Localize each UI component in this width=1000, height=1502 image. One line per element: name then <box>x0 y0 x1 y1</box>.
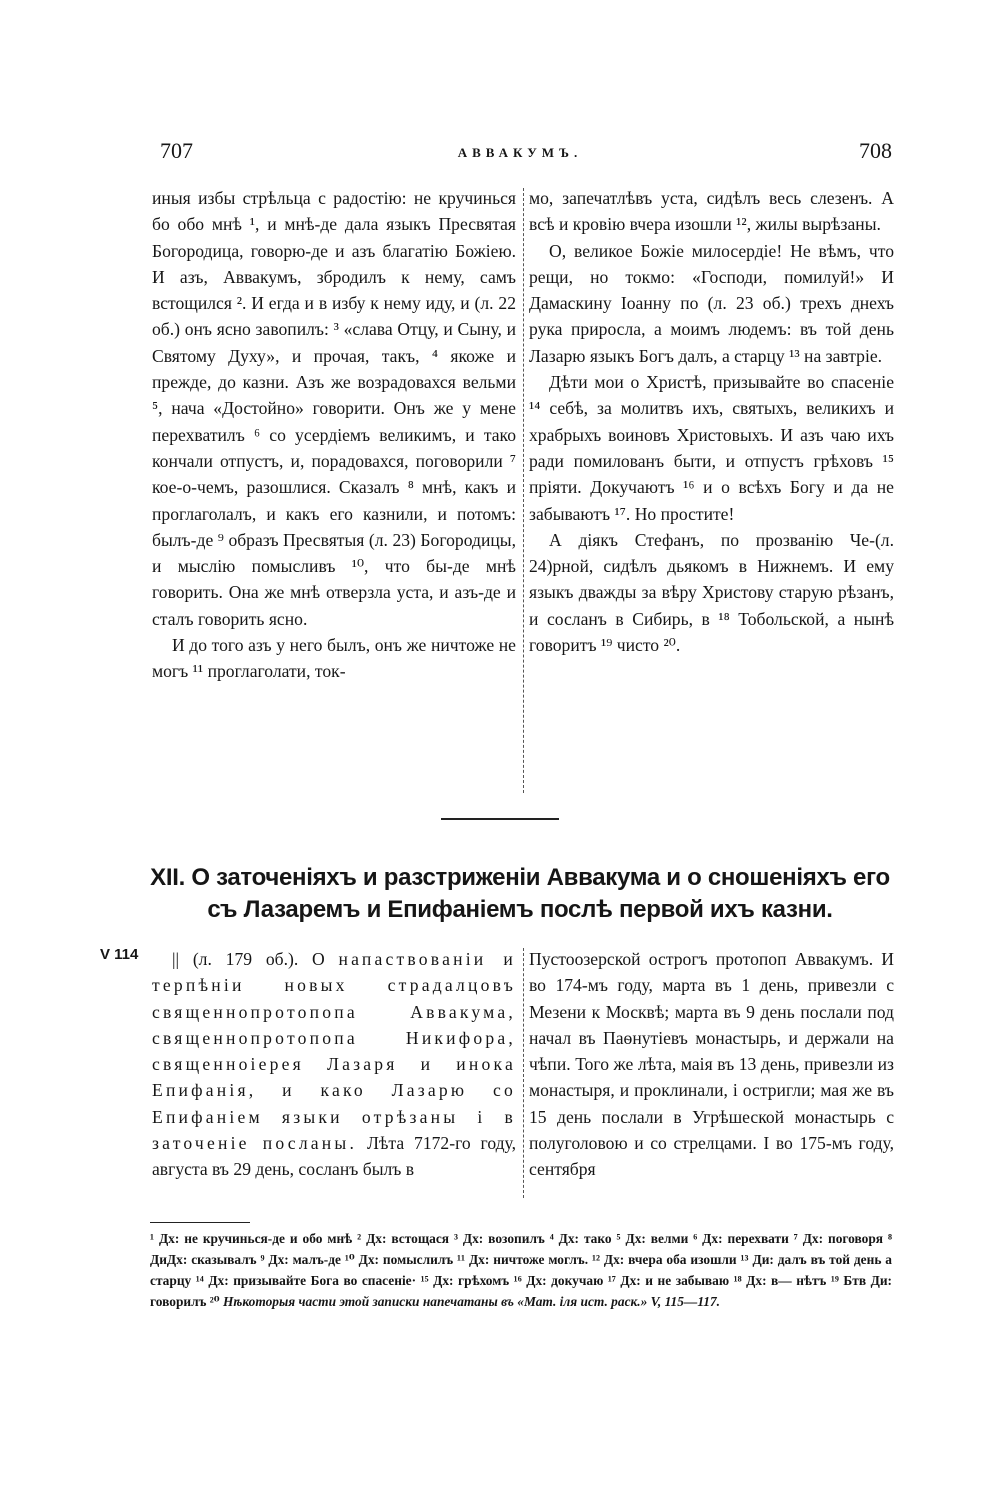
bottom-right-column <box>529 946 894 1183</box>
column-divider <box>523 188 524 793</box>
paragraph: мо, запечатлѣвъ уста, сидѣлъ весь слезенъ. А всѣ и кровію вчера изошли ¹², жилы вырѣзаны. <box>529 188 894 235</box>
paragraph: И до того азъ у него былъ, онъ же ничтоже не могъ ¹¹ проглаголати, ток- <box>152 635 516 682</box>
top-left-column <box>152 185 516 685</box>
paragraph: О, великое Божіе милосердіе! Не вѣмъ, что рещи, но токмо: «Господи, помилуй!» И Дамаскину Іоанну по (л. 23 об.) трехъ днехъ рука приросла, а моимъ людемъ: въ той день Лазарю языкъ Богъ далъ, а старцу ¹³ на завтріе. <box>529 240 894 366</box>
text-run: Лѣта 7172-го году, августа въ 29 день, сосланъ былъ в <box>152 1133 516 1180</box>
marginal-note: V 114 <box>100 946 139 963</box>
text-run: || (л. 179 об.). О <box>172 949 339 969</box>
page-number-right: 708 <box>859 138 892 163</box>
section-title-line: съ Лазаремъ и Епифаніемъ послѣ первой ихъ казни. <box>207 896 833 923</box>
running-title: АВВАКУМЪ. <box>457 145 583 160</box>
spaced-title-run: напаствованіи и терпѣніи новых страдалцовъ священнопротопопа Аввакума, священнопротопопа Никифора, священноіерея Лазаря и инока Епифанія, и како Лазарю со Епифаніем языки отрѣзаны і в заточеніе посланы. <box>152 949 516 1154</box>
paragraph: Пустоозерской острогъ протопоп Аввакумъ. И во 174-мъ году, марта въ 1 день, привезли с Мезени к Москвѣ; марта въ 9 день послали под начал въ Паѳнутіевъ монастырь, и держали на чѣпи. Того же лѣта, маія въ 13 день, привезли из монастыря, и проклинали, і остригли; мая же въ 15 день послали в Угрѣшеской монастырь с полуголовою и со стрелцами. І во 175-мъ году, сентября <box>529 949 894 1180</box>
section-title-line: XII. О заточеніяхъ и разстриженіи Аввакума и о сношеніяхъ его <box>150 864 890 891</box>
footnote-run: ¹ Дх: не кручинься-де и обо мнѣ ² Дх: встощася ³ Дх: возопилъ ⁴ Дх: тако ⁵ Дх: велми ⁶ Дх: перехвати ⁷ Дх: поговоря ⁸ ДиДх: сказывалъ ⁹ Дх: малъ-де ¹⁰ Дх: помыслилъ ¹¹ Дх: ничтоже моглъ. ¹² Дх: вчера оба изошли ¹³ Ди: далъ въ той день а старцу ¹⁴ Дх: призывайте Бога во спасеніе· ¹⁵ Дх: грѣхомъ ¹⁶ Дх: докучаю ¹⁷ Дх: и не забываю ¹⁸ Дх: в— нѣтъ ¹⁹ Бтв Ди: говорилъ ²⁰ <box>150 1231 892 1309</box>
page-header <box>148 138 892 168</box>
column-divider <box>523 948 524 1198</box>
section-separator <box>441 818 559 820</box>
bottom-left-column <box>152 946 516 1183</box>
paragraph: иныя избы стрѣльца с радостію: не кручинься бо обо мнѣ ¹, и мнѣ-де дала языкъ Пресвятая Богородица, говорю-де и азъ благатію Божіею. И азъ, Аввакумъ, збродилъ к нему, самъ встощился ². И егда и в избу к нему иду, и (л. 22 об.) онъ ясно завопилъ: ³ «слава Отцу, и Сыну, и Святому Духу», и прочая, такъ, ⁴ якоже и прежде, до казни. Азъ же возрадовахся вельми ⁵, нача «Достойно» говорити. Онъ же у мене перехватилъ ⁶ со усердіемъ великимъ, и тако кончали отпустъ, и, порадовахся, поговорили ⁷ кое-о-чемъ, разошлися. Сказалъ ⁸ мнѣ, какъ и проглаголалъ, и какъ его казнили, и потомъ: былъ-де ⁹ образъ Пресвятыя (л. 23) Богородицы, и мыслію помысливъ ¹⁰, что бы-де мнѣ говорить. Она же мнѣ отверзла уста, и азъ-де и сталъ говорить ясно. <box>152 188 516 629</box>
section-title <box>130 862 910 926</box>
paragraph: Дѣти мои о Христѣ, призывайте во спасеніе ¹⁴ себѣ, за молитвъ ихъ, святыхъ, великихъ и храбрыхъ воиновъ Христовыхъ. И азъ чаю ихъ ради помилованъ быти, и отпустъ грѣховъ ¹⁵ пріяти. Докучаютъ ¹⁶ и о всѣхъ Богу и да не забываютъ ¹⁷. Но простите! <box>529 372 894 524</box>
footnote-italic-run: Нѣкоторыя части этой записки напечатаны въ «Мат. іля ист. раск.» V, 115—117. <box>223 1294 721 1309</box>
footnotes <box>150 1228 892 1312</box>
top-right-column <box>529 185 894 658</box>
footnote-text <box>150 1228 892 1312</box>
page-number-left: 707 <box>160 138 193 163</box>
paragraph <box>152 946 516 1183</box>
paragraph: А діякъ Стефанъ, по прозванію Че-(л. 24)рной, сидѣлъ дьякомъ в Нижнемъ. И ему языкъ дважды за вѣру Христову старую рѣзанъ, и сосланъ в Сибирь, в ¹⁸ Тобольской, а нынѣ говоритъ ¹⁹ чисто ²⁰. <box>529 529 894 656</box>
footnote-separator <box>150 1222 250 1223</box>
